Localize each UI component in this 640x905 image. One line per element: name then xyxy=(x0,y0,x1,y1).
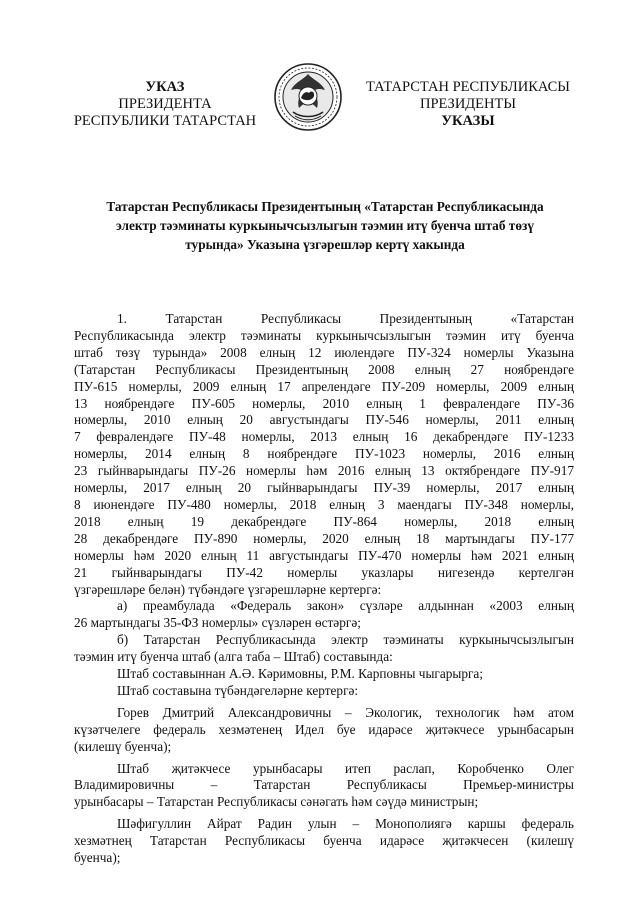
paragraph-b-line: б) Татарстан Республикасында электр тәэминаты куркынычсызлыгын xyxy=(117,632,574,648)
header-left-russian xyxy=(62,79,268,130)
paragraph-1-line: (Татарстан Республикасы Президентының 2008 елның 27 ноябрендәге xyxy=(74,361,574,377)
header-left-line-1: УКАЗ xyxy=(145,79,185,95)
header-left-line-2: ПРЕЗИДЕНТА xyxy=(118,96,212,112)
paragraph-1-line: 23 гыйнварындагы ПУ-26 номерлы һәм 2016 елның 13 октябрендәге ПУ-917 xyxy=(74,463,574,479)
paragraph-1-line: 7 февралендәге ПУ-48 номерлы, 2013 елның 16 декабрендәге ПУ-1233 xyxy=(74,429,574,445)
document-title xyxy=(70,197,580,254)
header-right-line-2: ПРЕЗИДЕНТЫ xyxy=(419,96,517,112)
paragraph-1-line: үзгәрешләре белән) түбәндәге үзгәрешләрне кертергә: xyxy=(74,581,382,597)
header-right-line-3: УКАЗЫ xyxy=(441,113,495,129)
paragraph-1-line: номерлы, 2017 елның 20 гыйнварындагы ПУ-39 номерлы, 2017 елның xyxy=(74,480,574,496)
coat-of-arms-emblem-icon xyxy=(273,62,343,132)
paragraph-1-line: 28 декабрендәге ПУ-890 номерлы, 2020 елның 18 мартындагы ПУ-177 xyxy=(74,530,574,546)
paragraph-shafigullin-line: хезмәтнең Татарстан Республикасы буенча идарәсе җитәкчесен (килешү xyxy=(74,833,574,849)
title-line: турында» Указына үзгәрешләр кертү хакында xyxy=(185,237,465,252)
document-body xyxy=(74,311,574,867)
paragraph-1-line: 21 гыйнварындагы ПУ-42 номерлы указлары нигезендә кертелгән xyxy=(74,564,574,580)
paragraph-a-line: 26 мартындагы 35-ФЗ номерлы» сүзләрен өстәргә; xyxy=(74,615,361,631)
paragraph-korobchenko-line: Штаб җитәкчесе урынбасары итеп раслап, Коробченко Олег xyxy=(117,760,574,776)
title-line: электр тәэминаты куркынычсызлыгын тәэмин итү буенча штаб төзү xyxy=(116,218,534,233)
paragraph-1-line: номерлы һәм 2020 елның 11 августындагы ПУ-470 номерлы һәм 2021 елның xyxy=(74,547,574,563)
paragraph-korobchenko-line: урынбасары – Татарстан Республикасы сәнәгать һәм сәүдә министрын; xyxy=(74,794,479,810)
paragraph-gorev-line: Горев Дмитрий Александровичны – Экологик, технологик һәм атом xyxy=(117,704,574,720)
paragraph-1-line: 8 июнендәге ПУ-480 номерлы, 2018 елның 3 маендагы ПУ-348 номерлы, xyxy=(74,496,574,512)
paragraph-1-line: Республикасында электр тәэминаты куркынычсызлыгын тәэмин итү буенча xyxy=(74,327,574,343)
paragraph-1-line: 1. Татарстан Республикасы Президентының «Татарстан xyxy=(117,311,574,326)
paragraph-korobchenko-line: Владимировичны – Татарстан Республикасы Премьер-министры xyxy=(74,777,574,793)
paragraph-shafigullin-line: буенча); xyxy=(74,850,121,866)
header-right-tatar xyxy=(358,79,578,130)
paragraph-remove-members: Штаб составыннан А.Ә. Кәримовны, Р.М. Карповны чыгарырга; xyxy=(117,666,484,682)
paragraph-add-members: Штаб составына түбәндәгеләрне кертергә: xyxy=(117,682,359,698)
paragraph-1-line: 2018 елның 19 декабрендәге ПУ-864 номерлы, 2018 елның xyxy=(74,513,574,529)
paragraph-1-line: ПУ-615 номерлы, 2009 елның 17 апрелендәге ПУ-209 номерлы, 2009 елның xyxy=(74,378,574,394)
paragraph-a-line: а) преамбулада «Федераль закон» сүзләре алдыннан «2003 елның xyxy=(117,598,574,614)
header-left-line-3: РЕСПУБЛИКИ ТАТАРСТАН xyxy=(73,113,257,129)
paragraph-1-line: штаб төзү турында» 2008 елның 12 июлендәге ПУ-324 номерлы Указына xyxy=(74,344,574,360)
paragraph-gorev-line: (килешү буенча); xyxy=(74,738,172,754)
paragraph-1-line: номерлы, 2010 елның 20 августындагы ПУ-546 номерлы, 2011 елның xyxy=(74,412,574,428)
paragraph-shafigullin-line: Шәфигуллин Айрат Радин улын – Монополиягә каршы федераль xyxy=(117,816,574,832)
paragraph-1-line: номерлы, 2014 елның 8 ноябрендәге ПУ-1023 номерлы, 2016 елның xyxy=(74,446,574,462)
title-line: Татарстан Республикасы Президентының «Татарстан Республикасында xyxy=(106,199,544,214)
header-right-line-1: ТАТАРСТАН РЕСПУБЛИКАСЫ xyxy=(366,79,570,95)
paragraph-1-line: 13 ноябрендәге ПУ-605 номерлы, 2010 елның 1 февралендәге ПУ-36 xyxy=(74,395,574,411)
paragraph-gorev-line: күзәтчелеге федераль хезмәтенең Идел буе идарәсе җитәкчесе урынбасарын xyxy=(74,721,574,737)
paragraph-b-line: тәэмин итү буенча штаб (алга таба – Штаб) составында: xyxy=(74,649,393,665)
